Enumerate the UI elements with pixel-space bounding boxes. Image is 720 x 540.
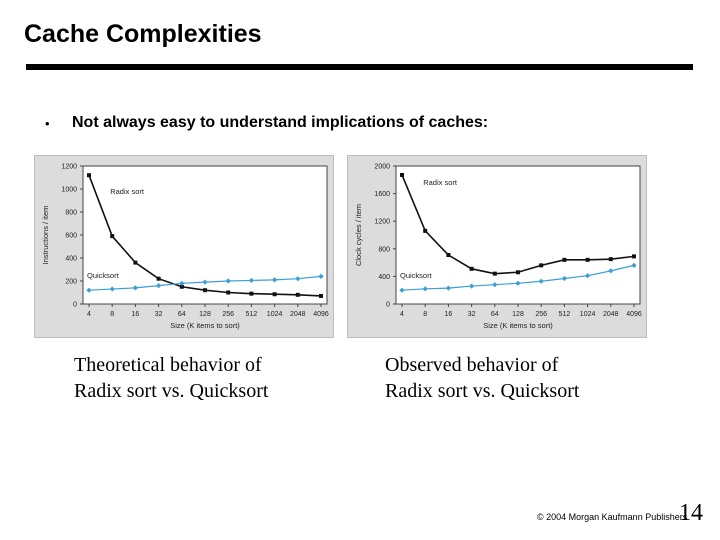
observed-radix-sort-point	[586, 258, 590, 262]
theoretical-x-tick-label: 512	[245, 311, 258, 318]
theoretical-y-tick-label: 1000	[61, 186, 77, 194]
theoretical-radix-sort-point	[157, 277, 161, 281]
observed-y-tick-label: 1200	[374, 218, 390, 226]
theoretical-radix-sort-point	[319, 294, 323, 298]
theoretical-chart	[34, 155, 334, 338]
caption-observed-line1: Observed behavior of	[385, 354, 559, 376]
observed-x-tick-label: 4	[400, 311, 404, 318]
theoretical-y-axis-label: Instructions / item	[41, 205, 50, 265]
observed-y-tick-label: 0	[386, 301, 390, 309]
title-divider	[26, 64, 693, 70]
theoretical-y-tick-label: 1200	[61, 163, 77, 171]
observed-chart-svg	[348, 156, 646, 337]
copyright-notice: © 2004 Morgan Kaufmann Publishers	[537, 512, 688, 522]
observed-y-tick-label: 1600	[374, 191, 390, 199]
theoretical-radix-sort-point	[296, 293, 300, 297]
theoretical-y-tick-label: 200	[65, 278, 77, 286]
observed-y-tick-label: 2000	[374, 163, 390, 171]
caption-theoretical	[74, 352, 354, 404]
caption-theoretical-line2: Radix sort vs. Quicksort	[74, 380, 269, 402]
observed-chart	[347, 155, 647, 338]
caption-observed	[385, 352, 665, 404]
theoretical-y-tick-label: 0	[73, 301, 77, 309]
observed-x-tick-label: 512	[558, 311, 571, 318]
theoretical-x-tick-label: 64	[177, 311, 186, 318]
observed-x-axis-label: Size (K items to sort)	[483, 321, 553, 330]
theoretical-radix-sort-point	[110, 234, 114, 238]
observed-quicksort-label: Quicksort	[400, 271, 432, 281]
observed-x-tick-label: 32	[467, 311, 476, 318]
observed-radix-sort-label: Radix sort	[423, 177, 457, 187]
caption-theoretical-line1: Theoretical behavior of	[74, 354, 262, 376]
observed-x-tick-label: 16	[444, 311, 453, 318]
observed-y-tick-label: 400	[378, 273, 390, 281]
observed-x-tick-label: 4096	[626, 311, 642, 318]
theoretical-radix-sort-label: Radix sort	[110, 187, 144, 197]
theoretical-x-axis-label: Size (K items to sort)	[170, 321, 240, 330]
observed-radix-sort-point	[493, 272, 497, 276]
observed-radix-sort-point	[562, 258, 566, 262]
observed-y-axis-label: Clock cycles / item	[354, 203, 363, 267]
theoretical-y-tick-label: 400	[65, 255, 77, 263]
bullet-text: Not always easy to understand implications of caches:	[72, 114, 489, 131]
page-number: 14	[679, 500, 703, 526]
slide-title: Cache Complexities	[24, 20, 262, 48]
theoretical-radix-sort-point	[203, 288, 207, 292]
theoretical-radix-sort-point	[87, 173, 91, 177]
observed-x-tick-label: 2048	[603, 311, 619, 318]
theoretical-y-tick-label: 800	[65, 209, 77, 217]
observed-radix-sort-point	[539, 263, 543, 267]
theoretical-x-tick-label: 128	[199, 311, 211, 318]
theoretical-x-tick-label: 1024	[266, 311, 283, 318]
observed-radix-sort-point	[400, 173, 404, 177]
observed-x-tick-label: 256	[535, 311, 548, 318]
theoretical-radix-sort-point	[249, 292, 253, 296]
theoretical-x-tick-label: 4	[87, 311, 91, 318]
theoretical-x-tick-label: 4096	[313, 311, 329, 318]
theoretical-x-tick-label: 2048	[290, 311, 306, 318]
theoretical-chart-svg	[35, 156, 333, 337]
observed-x-tick-label: 64	[490, 311, 499, 318]
theoretical-x-tick-label: 16	[131, 311, 140, 318]
observed-radix-sort-point	[609, 257, 613, 261]
observed-x-tick-label: 8	[423, 311, 428, 318]
caption-observed-line2: Radix sort vs. Quicksort	[385, 380, 580, 402]
theoretical-radix-sort-point	[273, 292, 277, 296]
theoretical-x-tick-label: 256	[222, 311, 235, 318]
observed-y-tick-label: 800	[378, 246, 390, 254]
observed-x-tick-label: 1024	[579, 311, 596, 318]
bullet-marker: •	[45, 116, 50, 131]
observed-radix-sort-point	[423, 229, 427, 233]
observed-radix-sort-point	[470, 267, 474, 271]
theoretical-radix-sort-point	[133, 261, 137, 265]
theoretical-y-tick-label: 600	[65, 232, 77, 240]
theoretical-x-tick-label: 32	[154, 311, 163, 318]
observed-radix-sort-point	[632, 254, 636, 258]
observed-radix-sort-point	[446, 253, 450, 257]
theoretical-x-tick-label: 8	[110, 311, 115, 318]
observed-radix-sort-point	[516, 270, 520, 274]
theoretical-radix-sort-point	[226, 291, 230, 295]
theoretical-quicksort-label: Quicksort	[87, 271, 119, 281]
observed-x-tick-label: 128	[512, 311, 524, 318]
